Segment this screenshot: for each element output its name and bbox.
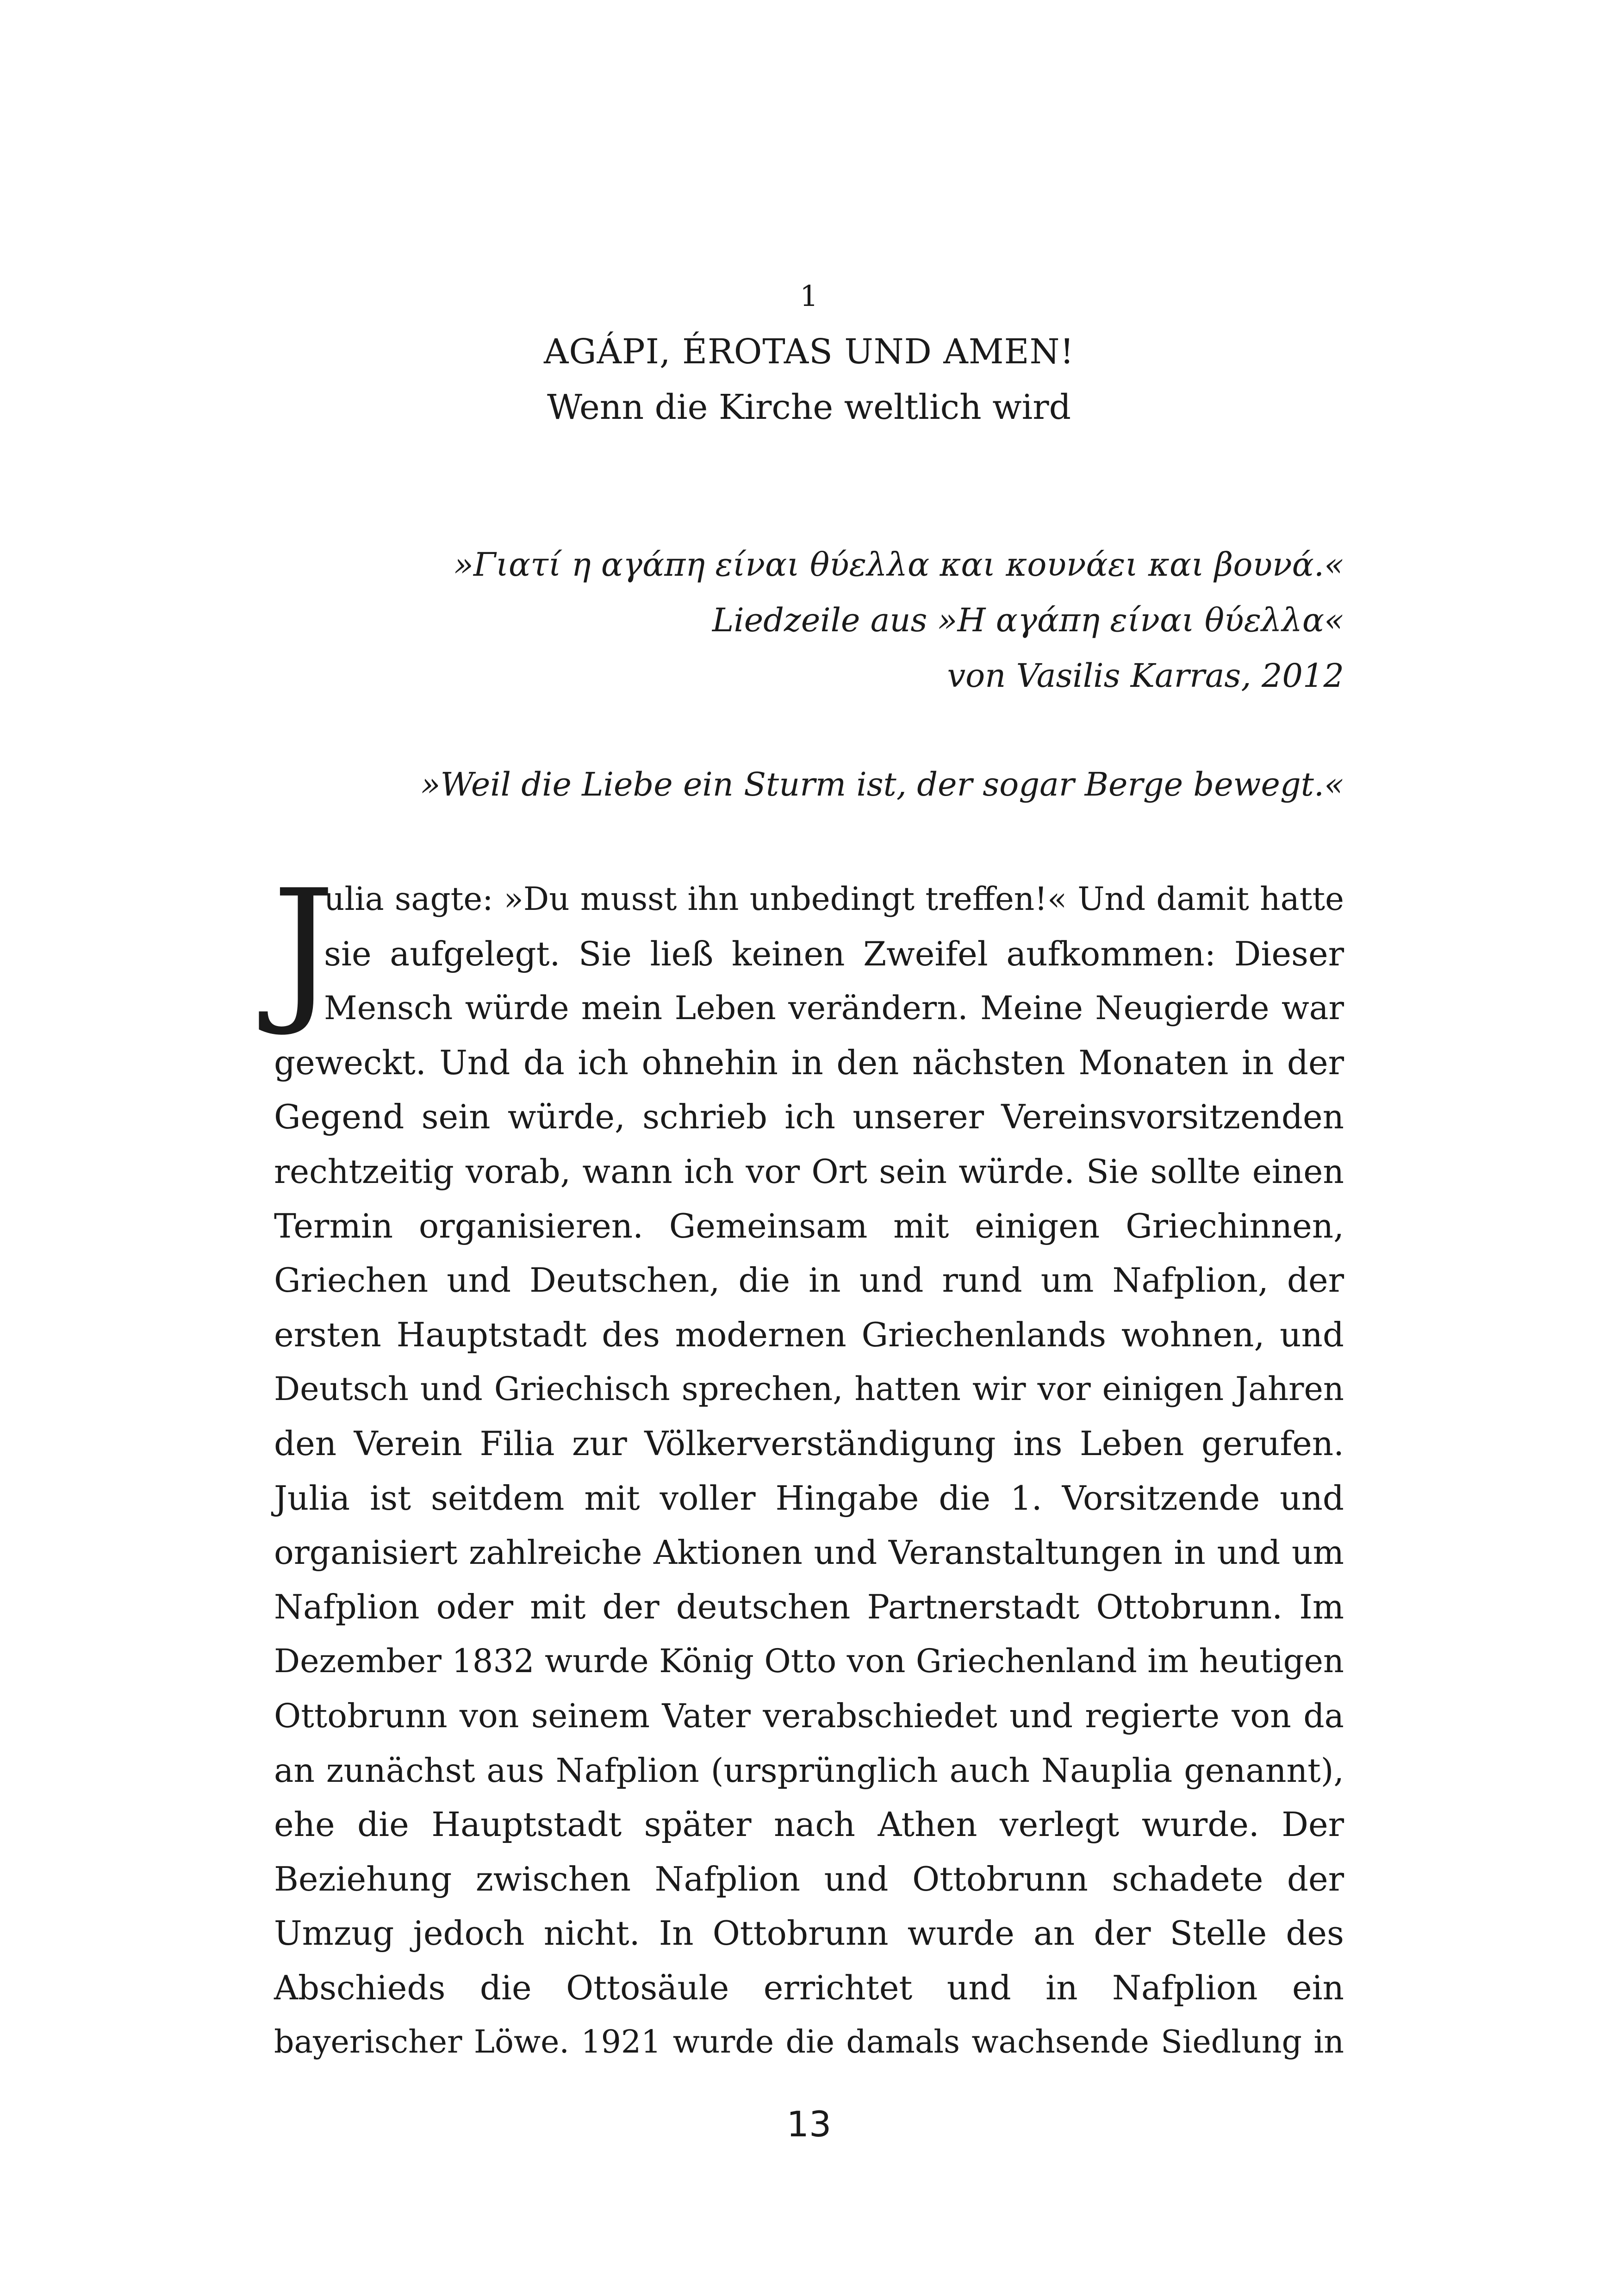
epigraph-source: Liedzeile aus »Η αγάπη είναι θύελλα« [712, 601, 1344, 639]
chapter-title: AGÁPI, ÉROTAS UND AMEN! [543, 332, 1075, 372]
body-line: organisiert zahlreiche Aktionen und Veranstaltungen in und um [274, 1533, 1344, 1572]
body-line: Julia ist seitdem mit voller Hingabe die 1. Vorsitzende und [274, 1478, 1344, 1518]
body-line: Abschieds die Ottosäule errichtet und in Nafplion ein [274, 1968, 1344, 2007]
epigraph-author: von Vasilis Karras, 2012 [947, 657, 1344, 695]
epigraph-translation: »Weil die Liebe ein Sturm ist, der sogar Berge bewegt.« [420, 765, 1344, 803]
chapter-number: 1 [800, 279, 818, 313]
body-line: ehe die Hauptstadt später nach Athen verlegt wurde. Der [274, 1805, 1344, 1844]
body-line: Beziehung zwischen Nafplion und Ottobrunn schadete der [274, 1859, 1344, 1898]
body-line: rechtzeitig vorab, wann ich vor Ort sein würde. Sie sollte einen [274, 1152, 1344, 1191]
body-line: bayerischer Löwe. 1921 wurde die damals wachsende Siedlung in [274, 2024, 1344, 2061]
body-line: Deutsch und Griechisch sprechen, hatten wir vor einigen Jahren [274, 1370, 1344, 1408]
body-line: sie aufgelegt. Sie ließ keinen Zweifel aufkommen: Dieser [324, 934, 1344, 973]
body-line: Griechen und Deutschen, die in und rund um Nafplion, der [274, 1261, 1344, 1300]
body-line: Mensch würde mein Leben verändern. Meine Neugierde war [324, 989, 1344, 1027]
body-line: Dezember 1832 wurde König Otto von Griechenland im heutigen [274, 1642, 1344, 1680]
body-line: an zunächst aus Nafplion (ursprünglich auch Nauplia genannt), [274, 1751, 1344, 1790]
body-line: geweckt. Und da ich ohnehin in den nächsten Monaten in der [274, 1043, 1344, 1082]
drop-cap: J [272, 856, 336, 1039]
body-line: Umzug jedoch nicht. In Ottobrunn wurde an der Stelle des [274, 1914, 1344, 1953]
body-text [274, 872, 1344, 2070]
body-line: Nafplion oder mit der deutschen Partnerstadt Ottobrunn. Im [274, 1587, 1344, 1626]
epigraph [233, 537, 1344, 703]
epigraph-quote: »Γιατί η αγάπη είναι θύελλα και κουνάει και βουνά.« [454, 546, 1344, 584]
body-line: Termin organisieren. Gemeinsam mit einigen Griechinnen, [274, 1206, 1344, 1245]
body-line: den Verein Filia zur Völkerverständigung ins Leben gerufen. [274, 1424, 1344, 1463]
body-line: Ottobrunn von seinem Vater verabschiedet und regierte von da [274, 1696, 1344, 1735]
body-line: Gegend sein würde, schrieb ich unserer Vereinsvorsitzenden [274, 1097, 1344, 1137]
body-line: ersten Hauptstadt des modernen Griechenlands wohnen, und [274, 1315, 1344, 1354]
chapter-subtitle: Wenn die Kirche weltlich wird [547, 387, 1071, 427]
body-line: ulia sagte: »Du musst ihn unbedingt treffen!« Und damit hatte [324, 881, 1344, 918]
page-number: 13 [786, 2103, 832, 2145]
